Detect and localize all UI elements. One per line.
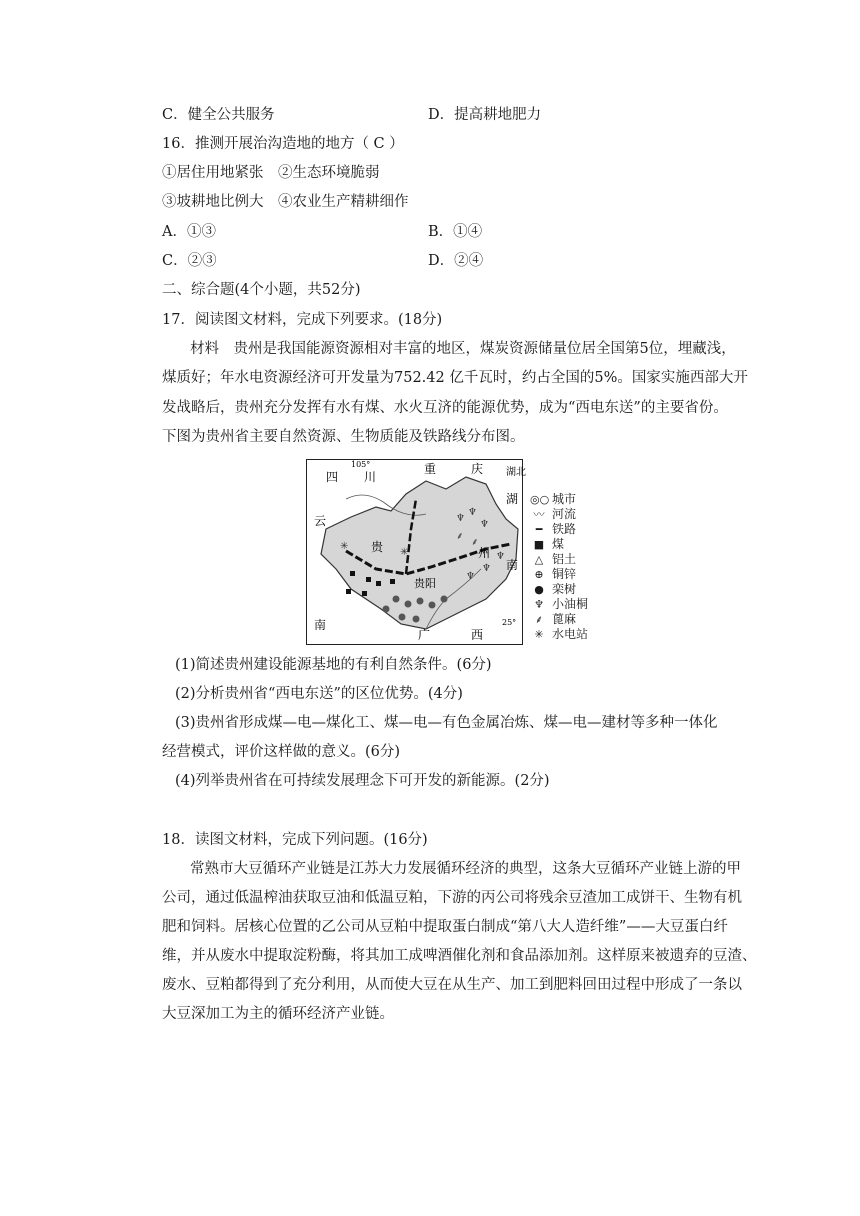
svg-text:♆: ♆ bbox=[468, 507, 477, 518]
label-gui: 贵 bbox=[371, 540, 384, 554]
label-hu: 湖 bbox=[506, 492, 519, 506]
label-chong: 重 bbox=[424, 462, 437, 476]
river-icon: 〰 bbox=[533, 508, 545, 521]
label-chuan: 川 bbox=[364, 470, 377, 484]
q16-option-a: A．①③ bbox=[162, 224, 216, 240]
tung-tree-icon: ♆ bbox=[534, 598, 544, 611]
q18-paragraph-line4: 维，并从废水中提取淀粉酶，将其加工成啤酒催化剂和食品添加剂。这样原来被遗弃的豆渣、 bbox=[162, 948, 757, 964]
ramie-icon: ⸙ bbox=[534, 613, 544, 626]
legend-item: △ 铝土 bbox=[530, 552, 588, 567]
svg-text:♆: ♆ bbox=[466, 571, 475, 582]
q16-option-b: B．①④ bbox=[428, 224, 483, 240]
map-svg bbox=[306, 459, 566, 645]
coal-icon: ■ bbox=[533, 538, 545, 551]
railway-icon: ━ bbox=[535, 523, 543, 536]
legend-item: ♆ 小油桐 bbox=[530, 597, 588, 612]
bauxite-icon: △ bbox=[534, 553, 544, 566]
label-nan-e: 南 bbox=[506, 558, 519, 572]
svg-text:♆: ♆ bbox=[496, 551, 505, 562]
q18-paragraph-line1: 常熟市大豆循环产业链是江苏大力发展循环经济的典型，这条大豆循环产业链上游的甲 bbox=[190, 861, 741, 877]
copper-zinc-icon: ⊕ bbox=[534, 568, 544, 581]
hydropower-icon: ✳ bbox=[534, 628, 544, 641]
q18-stem: 18．读图文材料，完成下列问题。(16分) bbox=[162, 832, 428, 848]
svg-text:✳: ✳ bbox=[340, 541, 349, 552]
q16-items-line1: ①居住用地紧张 ②生态环境脆弱 bbox=[162, 165, 380, 181]
legend-item: ■ 煤 bbox=[530, 537, 588, 552]
label-qing: 庆 bbox=[471, 462, 484, 476]
section-heading: 二、综合题(4个小题，共52分) bbox=[162, 282, 361, 298]
svg-text:⸙: ⸙ bbox=[456, 531, 464, 542]
q17-material-line4: 下图为贵州省主要自然资源、生物质能及铁路线分布图。 bbox=[162, 429, 525, 445]
legend-item: 〰 河流 bbox=[530, 507, 588, 522]
q18-paragraph-line2: 公司，通过低温榨油获取豆油和低温豆粕，下游的丙公司将残余豆渣加工成饼干、生物有机 bbox=[162, 890, 742, 906]
label-xi: 西 bbox=[471, 628, 484, 642]
svg-text:⸙: ⸙ bbox=[471, 537, 479, 548]
map-legend bbox=[530, 492, 588, 642]
q18-paragraph-line3: 肥和饲料。居核心位置的乙公司从豆粕中提取蛋白制成“第八大人造纤维”——大豆蛋白纤 bbox=[162, 919, 728, 935]
svg-text:♆: ♆ bbox=[482, 563, 491, 574]
q18-paragraph-line6: 大豆深加工为主的循环经济产业链。 bbox=[162, 1006, 394, 1022]
svg-text:✳: ✳ bbox=[400, 547, 409, 558]
legend-item: ◎○ 城市 bbox=[530, 492, 577, 506]
label-nan-w: 南 bbox=[314, 618, 327, 632]
q16-stem: 16．推测开展治沟造地的地方（ C ） bbox=[162, 136, 404, 152]
guizhou-resource-map bbox=[306, 459, 566, 645]
legend-item: ● 栾树 bbox=[530, 582, 588, 597]
label-hubei: 湖北 bbox=[506, 467, 526, 478]
q17-sub2: (2)分析贵州省“西电东送”的区位优势。(4分) bbox=[175, 686, 463, 702]
q17-material-line3: 发战略后，贵州充分发挥有水有煤、水火互济的能源优势，成为“西电东送”的主要省份。 bbox=[162, 400, 728, 416]
label-lon: 105° bbox=[351, 460, 371, 469]
city-icon: ◎○ bbox=[530, 493, 550, 506]
q17-sub4: (4)列举贵州省在可持续发展理念下可开发的新能源。(2分) bbox=[175, 773, 550, 789]
q15-option-c: C．健全公共服务 bbox=[162, 107, 275, 123]
q16-option-d: D．②④ bbox=[428, 253, 484, 269]
q17-stem: 17．阅读图文材料，完成下列要求。(18分) bbox=[162, 312, 443, 328]
q17-sub3-line1: (3)贵州省形成煤—电—煤化工、煤—电—有色金属冶炼、煤—电—建材等多种一体化 bbox=[175, 715, 718, 731]
q16-items-line2: ③坡耕地比例大 ④农业生产精耕细作 bbox=[162, 194, 409, 210]
label-lat: 25° bbox=[502, 618, 517, 627]
q16-option-c: C．②③ bbox=[162, 253, 217, 269]
svg-text:♆: ♆ bbox=[480, 519, 489, 530]
legend-item: ✳ 水电站 bbox=[530, 627, 588, 642]
label-yun: 云 bbox=[314, 514, 327, 528]
svg-text:♆: ♆ bbox=[456, 513, 465, 524]
label-guiyang: 贵阳 bbox=[414, 577, 436, 590]
q17-sub1: (1)简述贵州建设能源基地的有利自然条件。(6分) bbox=[175, 657, 492, 673]
q18-paragraph-line5: 废水、豆粕都得到了充分利用，从而使大豆在从生产、加工到肥料回田过程中形成了一条以 bbox=[162, 977, 742, 993]
legend-item: ━ 铁路 bbox=[530, 522, 588, 537]
q15-option-d: D．提高耕地肥力 bbox=[428, 107, 542, 123]
label-si: 四 bbox=[326, 470, 339, 484]
q17-material-line2: 煤质好；年水电资源经济可开发量为752.42 亿千瓦时，约占全国的5%。国家实施西部大开 bbox=[162, 370, 748, 386]
q17-sub3-line2: 经营模式，评价这样做的意义。(6分) bbox=[162, 744, 401, 760]
label-guang: 广 bbox=[418, 628, 431, 642]
legend-item: ⊕ 铜锌 bbox=[530, 567, 588, 582]
q17-material-line1: 材料 贵州是我国能源资源相对丰富的地区，煤炭资源储量位居全国第5位，埋藏浅， bbox=[190, 341, 736, 357]
luan-tree-icon: ● bbox=[534, 583, 544, 596]
label-zhou: 州 bbox=[478, 546, 491, 560]
legend-item: ⸙ 蓖麻 bbox=[530, 612, 588, 627]
